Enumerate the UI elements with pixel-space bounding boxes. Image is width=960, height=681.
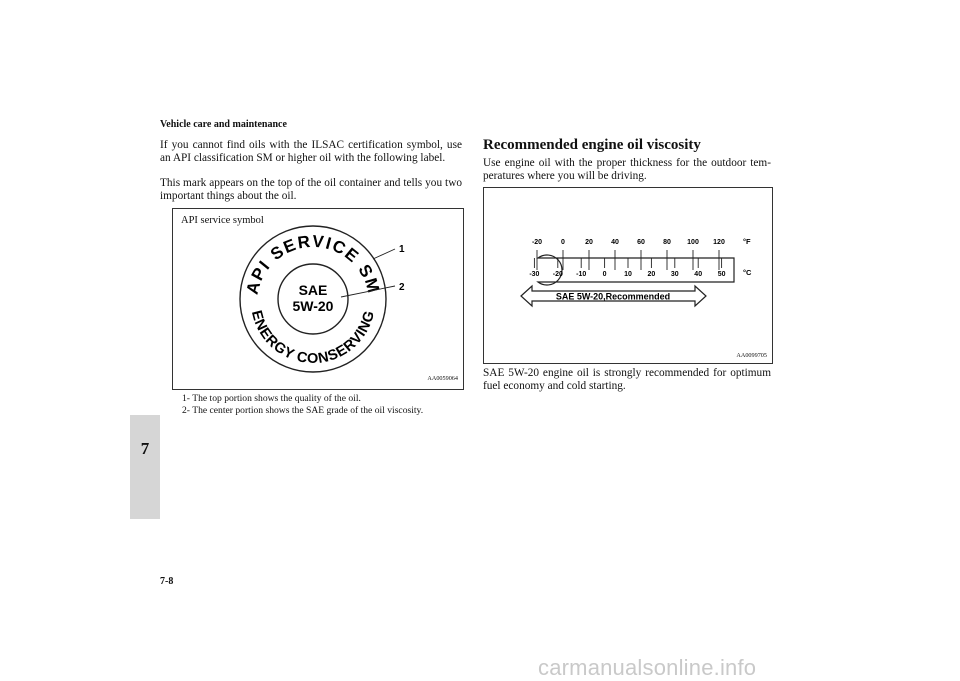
api-service-symbol-icon [173, 209, 463, 389]
left-paragraph-2: This mark appears on the top of the oil container and tells you two important things about the oil. [160, 177, 462, 202]
figure-code: AA0099705 [736, 352, 767, 359]
fahrenheit-tick-label: 40 [611, 239, 619, 246]
celsius-tick-label: 10 [624, 271, 632, 278]
fahrenheit-unit: °F [743, 237, 751, 246]
fahrenheit-tick-label: -20 [531, 239, 543, 246]
celsius-tick-label: 0 [602, 271, 607, 278]
celsius-tick-label: -30 [529, 271, 540, 278]
page-number: 7-8 [160, 576, 174, 587]
recommended-range-label: SAE 5W-20,Recommended [555, 291, 671, 302]
celsius-tick-label: -10 [576, 271, 587, 278]
temperature-scale-chart [484, 188, 772, 363]
right-paragraph-2: SAE 5W-20 engine oil is strongly recommended for optimum fuel economy and cold starting. [483, 367, 771, 392]
chapter-tab [130, 415, 160, 519]
symbol-center-line-2: 5W-20 [292, 298, 334, 314]
celsius-tick-label: -20 [552, 271, 563, 278]
fahrenheit-tick-label: 60 [637, 239, 645, 246]
watermark: carmanualsonline.info [538, 655, 757, 680]
note-item-1: 1- The top portion shows the quality of the oil. [182, 393, 361, 404]
symbol-top-text: API SERVICE SM [242, 231, 384, 297]
fahrenheit-tick-label: 20 [585, 239, 593, 246]
viscosity-figure [483, 187, 773, 364]
right-paragraph-1: Use engine oil with the proper thickness for the outdoor tem- peratures where you will be driving. [483, 157, 771, 182]
callout-label-2: 2 [399, 282, 405, 293]
celsius-tick-label: 50 [717, 271, 726, 278]
celsius-tick-label: 20 [647, 271, 656, 278]
fahrenheit-tick-label: 120 [713, 239, 725, 246]
figure-code: AA0059064 [427, 375, 458, 382]
api-symbol-figure [172, 208, 464, 390]
symbol-bottom-text: ENERGY CONSERVING [247, 308, 379, 367]
note-item-2: 2- The center portion shows the SAE grade of the oil viscosity. [182, 405, 424, 416]
thermometer-outline [538, 255, 734, 285]
callout-label-1: 1 [399, 244, 405, 255]
viscosity-heading: Recommended engine oil viscosity [483, 137, 701, 153]
figure-title: API service symbol [181, 215, 264, 226]
chapter-number: 7 [140, 439, 150, 458]
celsius-tick-label: 40 [694, 271, 703, 278]
symbol-center-line-1: SAE [298, 282, 328, 298]
celsius-tick-label: 30 [670, 271, 679, 278]
fahrenheit-tick-label: 80 [663, 239, 671, 246]
fahrenheit-tick-label: 0 [561, 239, 565, 246]
section-header: Vehicle care and maintenance [160, 119, 287, 130]
celsius-unit: °C [743, 268, 752, 277]
callout-line-1 [373, 249, 395, 259]
fahrenheit-tick-label: 100 [687, 239, 699, 246]
left-paragraph-1: If you cannot find oils with the ILSAC certification symbol, use an API classification SM or higher oil with the following label. [160, 139, 462, 164]
